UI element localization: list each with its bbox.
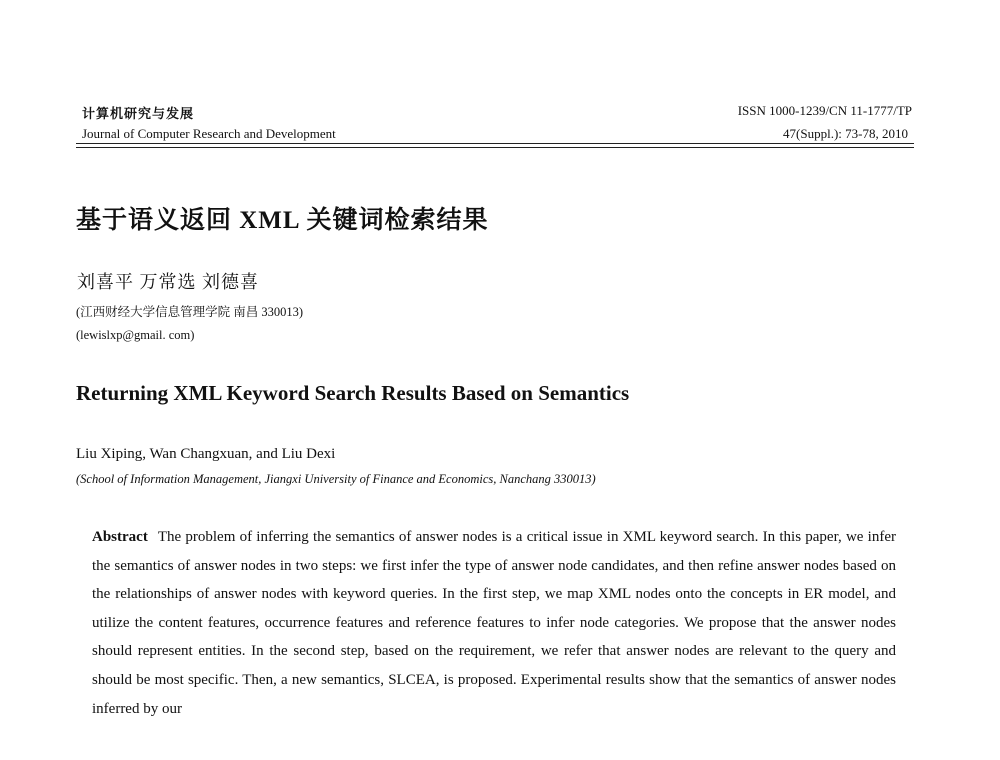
affiliation-en: (School of Information Management, Jiangxi University of Finance and Economics, Nanchang 330013): [76, 472, 596, 486]
authors-en: Liu Xiping, Wan Changxuan, and Liu Dexi: [76, 446, 336, 462]
issn-line: ISSN 1000-1239/CN 11-1777/TP: [737, 103, 912, 118]
affiliation-cn: (江西财经大学信息管理学院 南昌 330013): [76, 305, 304, 319]
journal-name-cn: 计算机研究与发展: [82, 106, 195, 121]
title-cn: 基于语义返回 XML 关键词检索结果: [76, 207, 489, 234]
volume-line: 47(Suppl.): 73-78, 2010: [783, 126, 908, 141]
title-en: Returning XML Keyword Search Results Based on Semantics: [76, 381, 630, 405]
header-rule-thin: [76, 147, 914, 148]
abstract-label: Abstract: [92, 529, 148, 545]
header-rule-thick: [76, 143, 914, 144]
abstract-text: The problem of inferring the semantics of answer nodes is a critical issue in XML keyword search. In this paper, we infer the semantics of answer nodes in two steps: we first infer the type of answer node candidates, and then refine answer nodes based on the relationships of answer nodes with keyword queries. In the first step, we map XML nodes onto the concepts in ER model, and utilize the content features, occurrence features and reference features to infer node categories. We propose that the answer nodes should represent entities. In the second step, based on the requirement, we refer that answer nodes are relevant to the query and should be most specific. Then, a new semantics, SLCEA, is proposed. Experimental results show that the semantics of answer nodes inferred by our: [92, 529, 896, 717]
email: (lewislxp@gmail. com): [76, 328, 195, 342]
journal-name-en: Journal of Computer Research and Development: [82, 126, 336, 141]
abstract: [92, 523, 896, 723]
authors-cn: 刘喜平 万常选 刘德喜: [77, 272, 259, 292]
